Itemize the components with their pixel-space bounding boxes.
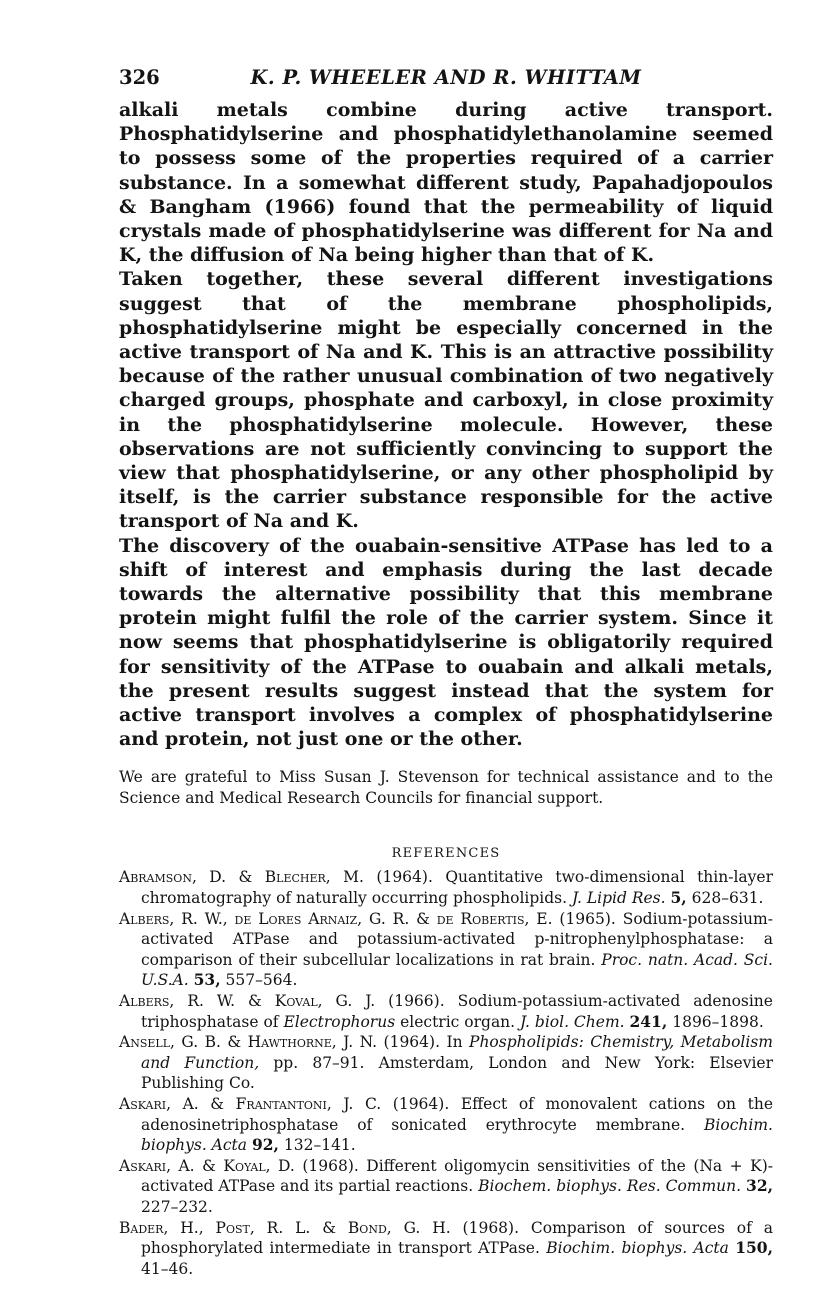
reference-authors: Ansell, G. B. & Hawthorne, J. N.: [119, 1033, 378, 1052]
reference-year: (1964).: [376, 868, 433, 887]
body-paragraph-2: [119, 267, 773, 533]
body-paragraph-3: The discovery of the ouabain-sensitive ATPase has led to a shift of interest and emphasis during the last decade towards the alternative possibility that this membrane protein might fulfil the role of the carrier system. Since it now seems that phosphatidylserine is obligatorily required for sensitivity of the ATPase to ouabain and alkali metals, the present results suggest instead that the system for active transport involves a complex of phosphatidylserine and protein, not just one or the other.: [119, 534, 773, 751]
reference-volume: 92,: [251, 1135, 279, 1155]
reference-authors: Albers, R. W., de Lores Arnaiz, G. R. & de Robertis, E.: [119, 909, 553, 928]
reference-item: [119, 909, 773, 991]
reference-title: Comparison of sources of a phosphorylated intermediate in transport ATPase.: [141, 1218, 773, 1258]
reference-year: (1968).: [462, 1218, 520, 1237]
reference-volume: 241,: [629, 1011, 668, 1031]
reference-year: (1964).: [392, 1095, 450, 1114]
reference-title: Sodium-potassium-activated ATPase and potassium-activated p-nitrophenylphosphatase: a comparison of their subcellular localizations in rat brain.: [141, 909, 773, 969]
reference-year: (1968).: [302, 1156, 359, 1175]
reference-pages: 41–46.: [141, 1259, 194, 1278]
reference-list: [119, 867, 773, 1279]
reference-journal: Biochem. biophys. Res. Commun.: [478, 1177, 742, 1196]
reference-volume: 32,: [746, 1176, 773, 1196]
reference-journal: J. biol. Chem.: [520, 1012, 625, 1031]
reference-volume: 5,: [670, 888, 687, 908]
acknowledgement: We are grateful to Miss Susan J. Stevenson for technical assistance and to the Science and Medical Research Councils for financial support.: [119, 768, 773, 807]
references-heading: REFERENCES: [391, 846, 501, 862]
reference-pages: 557–564.: [225, 971, 298, 990]
reference-volume: 53,: [193, 970, 221, 990]
reference-title: In: [446, 1033, 463, 1052]
reference-item: [119, 1094, 773, 1156]
reference-title-italic: Electrophorus: [283, 1012, 396, 1031]
running-head: K. P. WHEELER AND R. WHITTAM: [250, 66, 642, 89]
reference-year: (1964).: [383, 1033, 440, 1052]
reference-pages: 227–232.: [141, 1197, 213, 1216]
reference-pages: 628–631.: [691, 889, 764, 908]
reference-authors: Abramson, D. & Blecher, M.: [119, 868, 364, 887]
reference-pages: pp. 87–91. Amsterdam, London and New York: Elsevier Publishing Co.: [141, 1053, 773, 1093]
reference-book: Phospholipids: Chemistry, Metabolism and Function,: [141, 1033, 773, 1072]
page-header: [119, 66, 773, 98]
reference-authors: Askari, A. & Frantantoni, J. C.: [119, 1095, 382, 1114]
reference-authors: Albers, R. W. & Koval, G. J.: [119, 992, 376, 1011]
reference-journal: J. Lipid Res.: [572, 889, 666, 908]
reference-item: [119, 867, 773, 908]
reference-title: Sodium-potassium-activated adenosine triphosphatase of: [141, 992, 773, 1031]
reference-title-rest: electric organ.: [400, 1012, 516, 1031]
reference-authors: Bader, H., Post, R. L. & Bond, G. H.: [119, 1218, 451, 1237]
reference-volume: 150,: [735, 1238, 773, 1258]
page: [119, 66, 773, 1279]
reference-title: Different oligomycin sensitivities of the (Na + K)-activated ATPase and its partial reactions.: [141, 1156, 773, 1196]
body-paragraph-2-text: Taken together, these several different investigations suggest that of the membrane phospholipids, phosphatidylserine might be especially concerned in the active transport of Na and K. This is an attractive possibility because of the rather unusual combination of two negatively charged groups, phosphate and carboxyl, in close proximity in the phosphatidylserine molecule. However, these observations are not sufficiently convincing to support the view that phosphatidylserine, or any other phospholipid by itself, is the carrier substance responsible for the active transport of Na and K.: [119, 268, 773, 533]
body-paragraph-1: alkali metals combine during active transport. Phosphatidylserine and phosphatidylethanolamine seemed to possess some of the properties required of a carrier substance. In a somewhat different study, Papahadjopoulos & Bangham (1966) found that the permeability of liquid crystals made of phosphatidylserine was different for Na and K, the diffusion of Na being higher than that of K.: [119, 99, 773, 267]
reference-item: [119, 1032, 773, 1094]
reference-journal: Proc. natn. Acad. Sci. U.S.A.: [141, 950, 773, 990]
reference-year: (1966).: [388, 992, 445, 1011]
reference-item: [119, 1156, 773, 1218]
reference-title: Effect of monovalent cations on the adenosinetriphosphatase of sonicated erythrocyte membrane.: [141, 1095, 774, 1134]
reference-year: (1965).: [559, 909, 616, 928]
reference-item: [119, 991, 773, 1032]
reference-pages: 1896–1898.: [672, 1012, 764, 1031]
page-number: 326: [119, 66, 160, 89]
reference-pages: 132–141.: [283, 1136, 356, 1155]
reference-journal: Biochim. biophys. Acta: [141, 1115, 773, 1155]
reference-item: [119, 1218, 773, 1280]
reference-title: Quantitative two-dimensional thin-layer chromatography of naturally occurring phospholipids.: [141, 868, 774, 908]
reference-journal: Biochim. biophys. Acta: [546, 1239, 729, 1258]
reference-authors: Askari, A. & Koyal, D.: [119, 1156, 295, 1175]
